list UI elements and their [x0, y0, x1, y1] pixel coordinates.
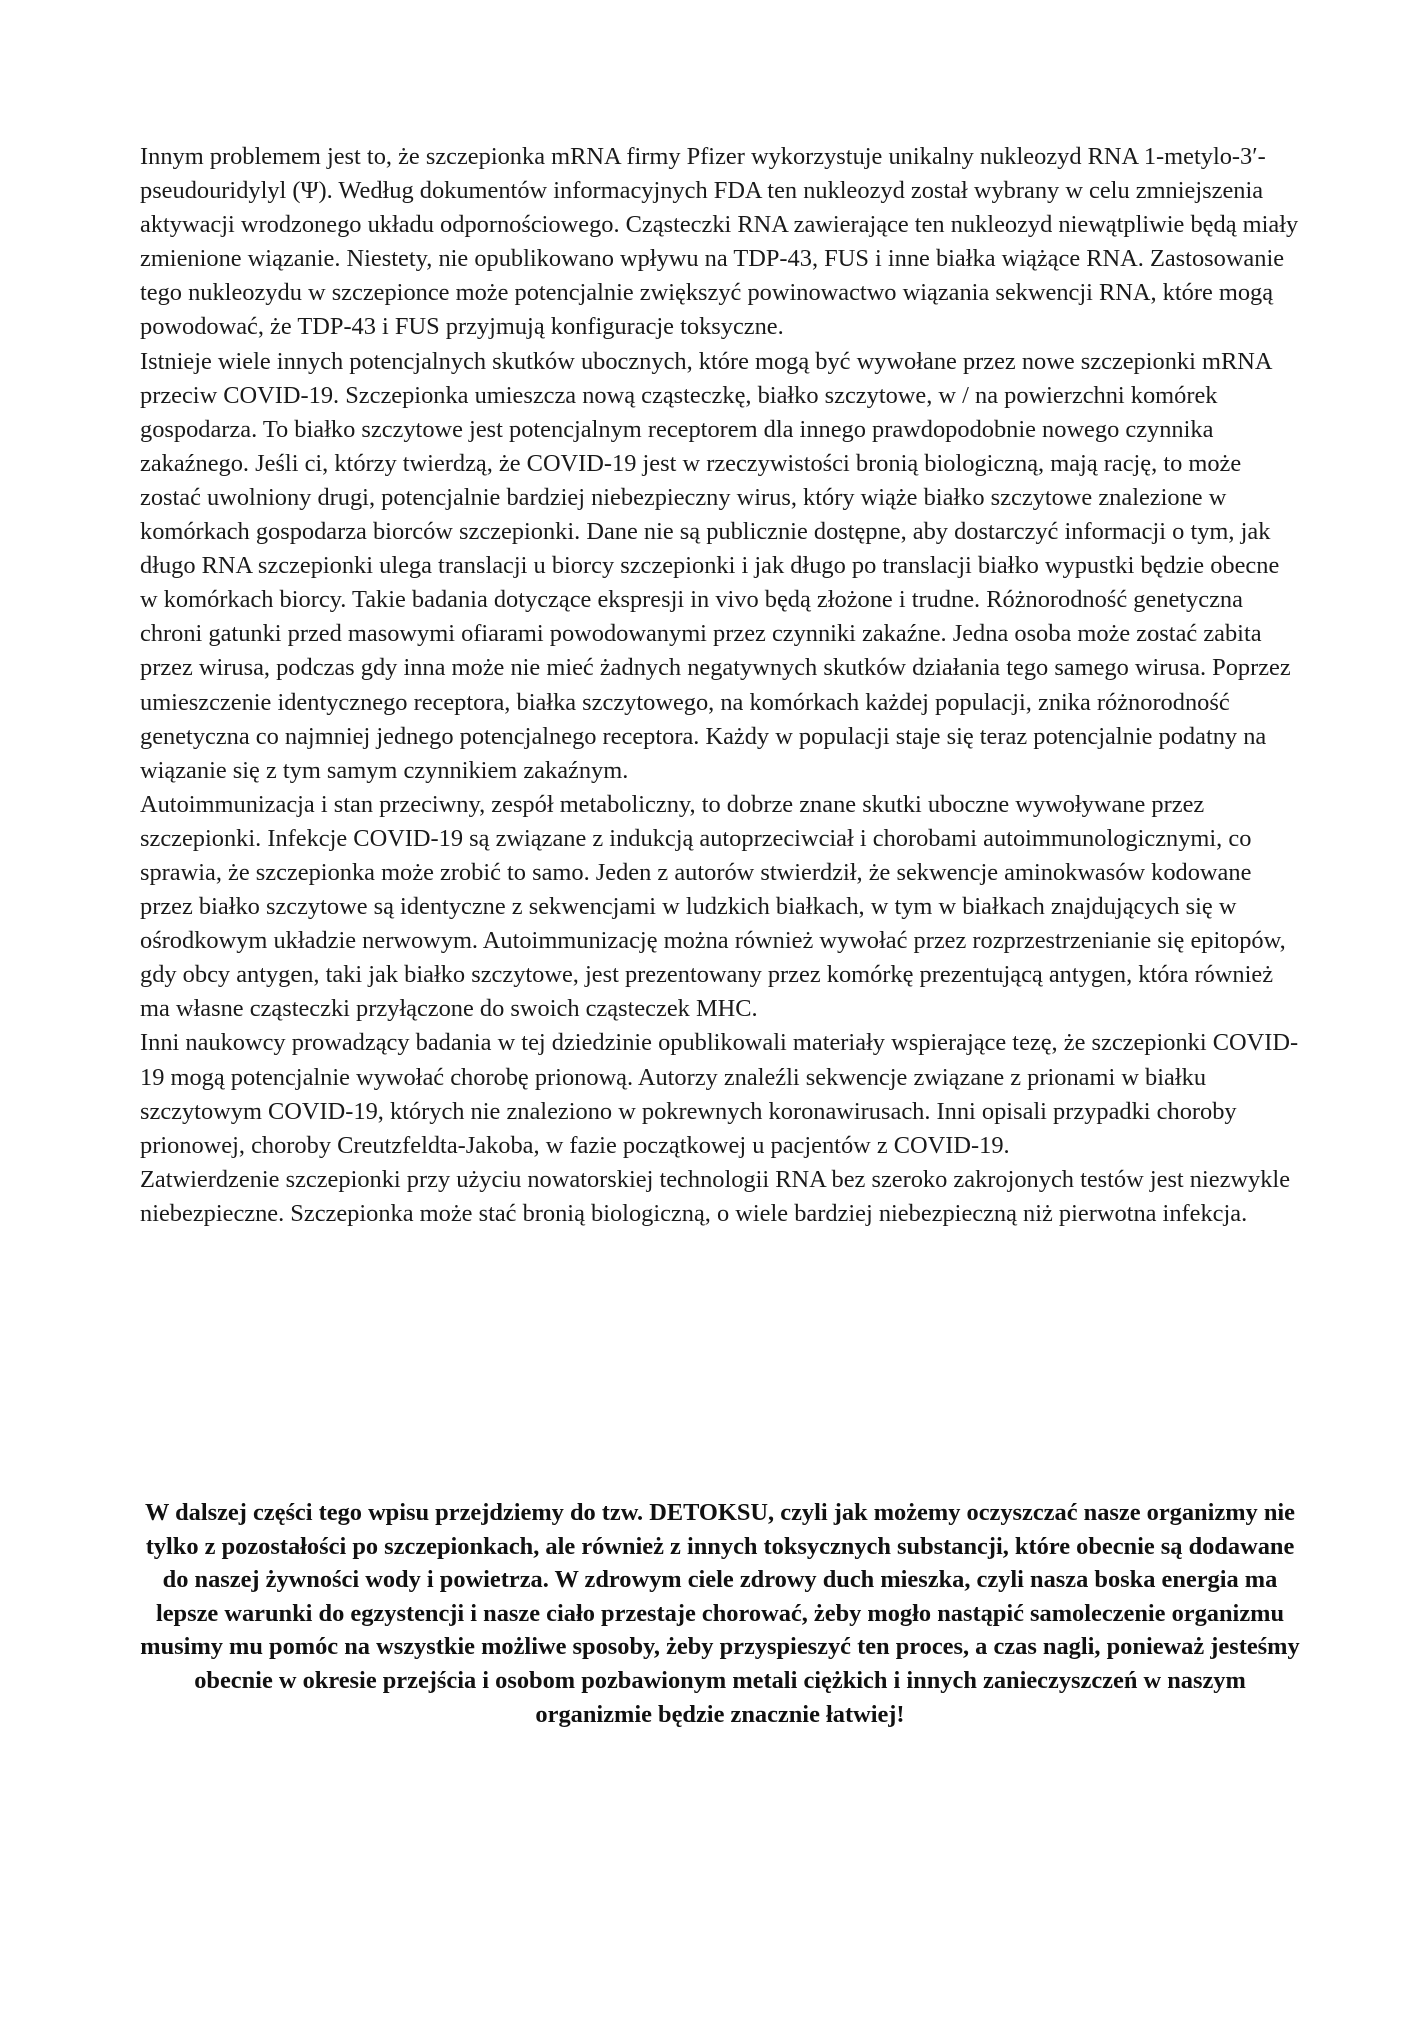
body-text	[140, 140, 1300, 1231]
paragraph-prion-disease: Inni naukowcy prowadzący badania w tej dziedzinie opublikowali materiały wspierające tezę, że szczepionki COVID-19 mogą potencjalnie wywołać chorobę prionową. Autorzy znaleźli sekwencje związane z prionami w białku szczytowym COVID-19, których nie znaleziono w pokrewnych koronawirusach. Inni opisali przypadki choroby prionowej, choroby Creutzfeldta-Jakoba, w fazie początkowej u pacjentów z COVID-19.	[140, 1029, 1299, 1159]
paragraph-side-effects: Istnieje wiele innych potencjalnych skutków ubocznych, które mogą być wywołane przez nowe szczepionki mRNA przeciw COVID-19. Szczepionka umieszcza nową cząsteczkę, białko szczytowe, w / na powierzchni komórek gospodarza. To białko szczytowe jest potencjalnym receptorem dla innego prawdopodobnie nowego czynnika zakaźnego. Jeśli ci, którzy twierdzą, że COVID-19 jest w rzeczywistości bronią biologiczną, mają rację, to może zostać uwolniony drugi, potencjalnie bardziej niebezpieczny wirus, który wiąże białko szczytowe znalezione w komórkach gospodarza biorców szczepionki. Dane nie są publicznie dostępne, aby dostarczyć informacji o tym, jak długo RNA szczepionki ulega translacji u biorcy szczepionki i jak długo po translacji białko wypustki będzie obecne w komórkach biorcy. Takie badania dotyczące ekspresji in vivo będą złożone i trudne. Różnorodność genetyczna chroni gatunki przed masowymi ofiarami powodowanymi przez czynniki zakaźne. Jedna osoba może zostać zabita przez wirusa, podczas gdy inna może nie mieć żadnych negatywnych skutków działania tego samego wirusa. Poprzez umieszczenie identycznego receptora, białka szczytowego, na komórkach każdej populacji, znika różnorodność genetyczna co najmniej jednego potencjalnego receptora. Każdy w populacji staje się teraz potencjalnie podatny na wiązanie się z tym samym czynnikiem zakaźnym.	[140, 347, 1291, 784]
paragraph-tdp43-nucleoside: Innym problemem jest to, że szczepionka mRNA firmy Pfizer wykorzystuje unikalny nukleozyd RNA 1-metylo-3′-pseudouridylyl (Ψ). Według dokumentów informacyjnych FDA ten nukleozyd został wybrany w celu zmniejszenia aktywacji wrodzonego układu odpornościowego. Cząsteczki RNA zawierające ten nukleozyd niewątpliwie będą miały zmienione wiązanie. Niestety, nie opublikowano wpływu na TDP-43, FUS i inne białka wiążące RNA. Zastosowanie tego nukleozydu w szczepionce może potencjalnie zwiększyć powinowactwo wiązania sekwencji RNA, które mogą powodować, że TDP-43 i FUS przyjmują konfiguracje toksyczne.	[140, 143, 1299, 341]
detox-announcement: W dalszej części tego wpisu przejdziemy do tzw. DETOKSU, czyli jak możemy oczyszczać nasze organizmy nie tylko z pozostałości po szczepionkach, ale również z innych toksycznych substancji, które obecnie są dodawane do naszej żywności wody i powietrza. W zdrowym ciele zdrowy duch mieszka, czyli nasza boska energia ma lepsze warunki do egzystencji i nasze ciało przestaje chorować, żeby mogło nastąpić samoleczenie organizmu musimy mu pomóc na wszystkie możliwe sposoby, żeby przyspieszyć ten proces, a czas nagli, ponieważ jesteśmy obecnie w okresie przejścia i osobom pozbawionym metali ciężkich i innych zanieczyszczeń w naszym organizmie będzie znacznie łatwiej!	[140, 1499, 1300, 1728]
paragraph-autoimmunization: Autoimmunizacja i stan przeciwny, zespół metaboliczny, to dobrze znane skutki uboczne wywoływane przez szczepionki. Infekcje COVID-19 są związane z indukcją autoprzeciwciał i chorobami autoimmunologicznymi, co sprawia, że szczepionka może zrobić to samo. Jeden z autorów stwierdził, że sekwencje aminokwasów kodowane przez białko szczytowe są identyczne z sekwencjami w ludzkich białkach, w tym w białkach znajdujących się w ośrodkowym układzie nerwowym. Autoimmunizację można również wywołać przez rozprzestrzenianie się epitopów, gdy obcy antygen, taki jak białko szczytowe, jest prezentowany przez komórkę prezentującą antygen, która również ma własne cząsteczki przyłączone do swoich cząsteczek MHC.	[140, 790, 1286, 1023]
paragraph-approval-conclusion: Zatwierdzenie szczepionki przy użyciu nowatorskiej technologii RNA bez szeroko zakrojonych testów jest niezwykle niebezpieczne. Szczepionka może stać bronią biologiczną, o wiele bardziej niebezpieczną niż pierwotna infekcja.	[140, 1165, 1291, 1227]
